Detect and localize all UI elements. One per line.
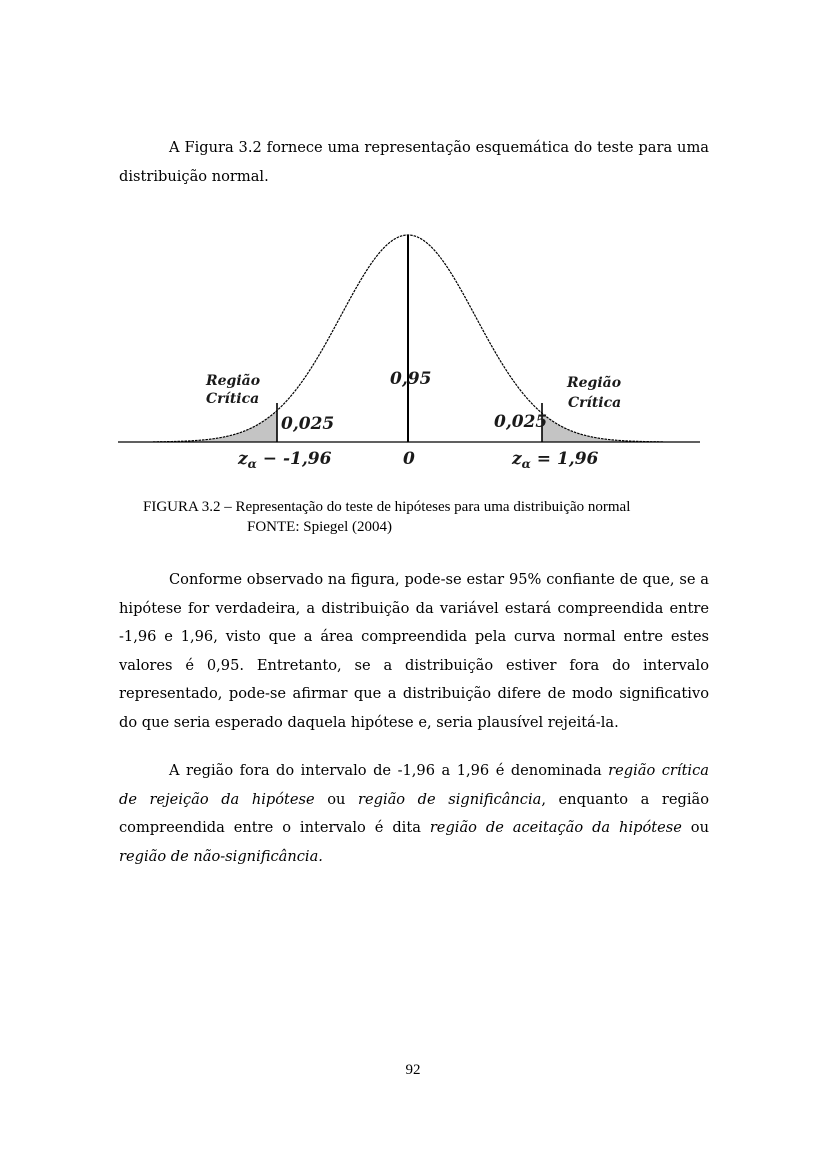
paragraph-intro: A Figura 3.2 fornece uma representação esquemática do teste para uma distribuição normal. [119,139,709,185]
figure-caption: FIGURA 3.2 – Representação do teste de hipóteses para uma distribuição normal [143,499,631,515]
term-non-significance-region: região de não-significância. [119,847,323,865]
right-critical-region [542,413,663,442]
left-z-label: $z_\alpha - -1,96$ [238,449,332,471]
left-region-label-line1: Região [206,373,261,389]
right-region-label-line1: Região [567,375,622,391]
paragraph-observation: Conforme observado na figura, pode-se estar 95% confiante de que, se a hipótese for verdadeira, a distribuição da variável estará compreendida entre -1,96 e 1,96, visto que a área compreendida pela curva normal entre estes valores é 0,95. Entretanto, se a distribuição estiver fora do intervalo representado, pode-se afirmar que a distribuição difere de modo significativo do que seria esperado daquela hipótese e, seria plausível rejeitá-la. [119,571,709,731]
paragraph-definition: A região fora do intervalo de -1,96 a 1,96 é denominada região crítica de rejeição da hipótese ou região de significância, enquanto a região compreendida entre o intervalo é dita região de aceitação da hipótese ou região de não-significância. [119,762,710,865]
term-acceptance-region: região de aceitação da hipótese [429,819,682,837]
left-tail-area-label: 0,025 [281,414,335,434]
right-region-label-line2: Crítica [568,395,622,411]
center-area-label: 0,95 [390,369,432,389]
left-critical-region [153,411,277,442]
term-critical-region: região crítica de rejeição da hipótese [119,762,709,808]
right-z-label: $z_\alpha = 1,96$ [512,449,599,471]
page-number: 92 [405,1062,421,1078]
left-region-label-line2: Crítica [206,391,260,407]
normal-distribution-figure [118,222,702,480]
term-significance-region: região de significância [357,790,542,808]
right-tail-area-label: 0,025 [494,412,548,432]
center-zero-label: 0 [403,449,415,469]
figure-source: FONTE: Spiegel (2004) [247,519,392,535]
